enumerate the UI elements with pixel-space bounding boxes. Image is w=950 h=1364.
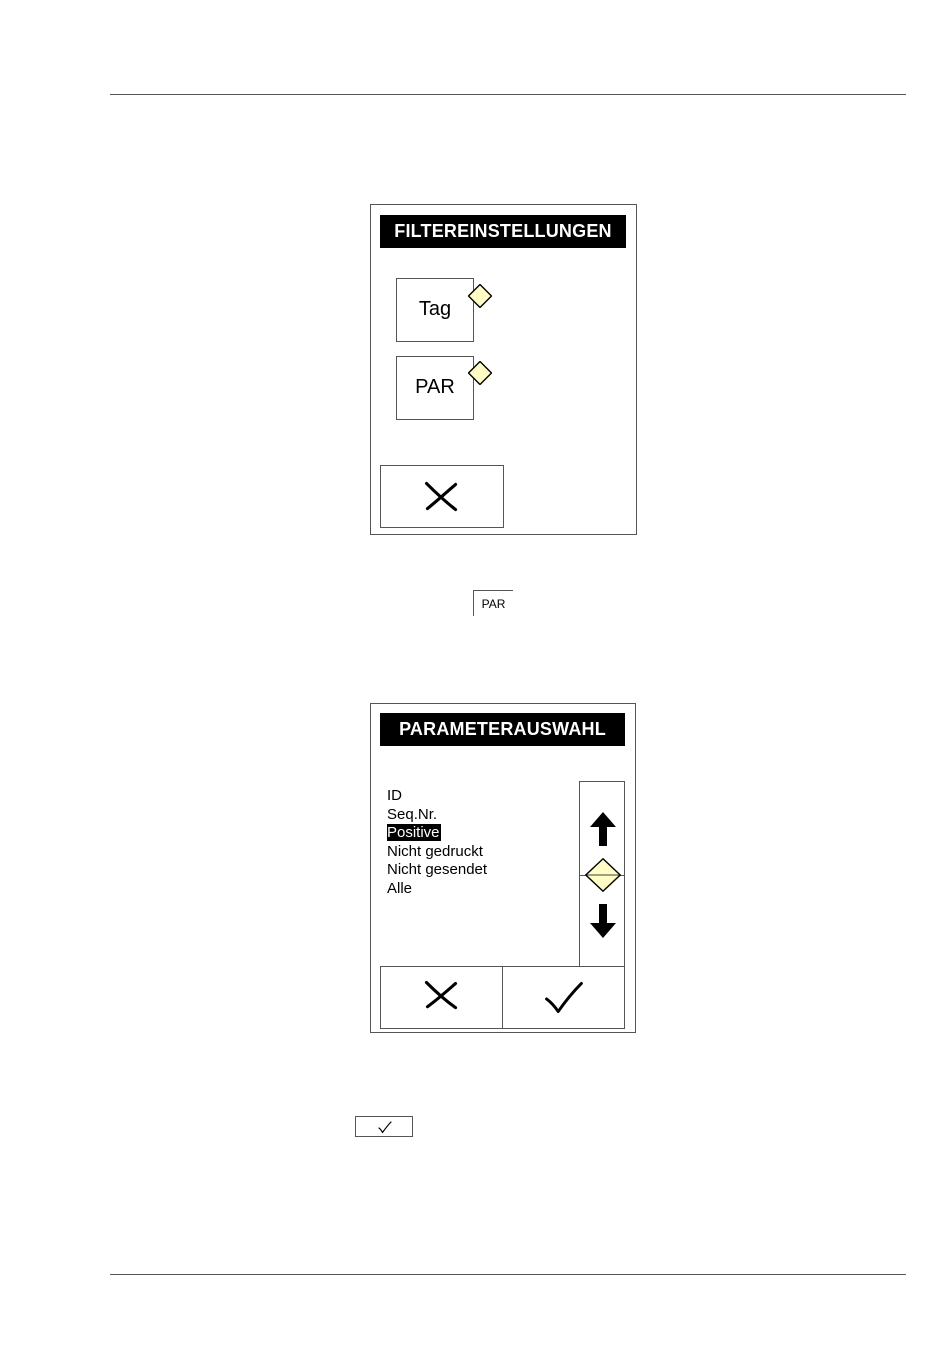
list-item[interactable]: Nicht gedruckt (387, 842, 483, 860)
confirm-button[interactable] (502, 966, 625, 1029)
filter-settings-screen (370, 204, 637, 535)
cancel-button[interactable] (380, 465, 504, 528)
list-item[interactable]: Nicht gesendet (387, 861, 488, 879)
par-button-label: PAR (415, 376, 455, 398)
header-rule (110, 94, 906, 95)
parameter-list (387, 787, 488, 899)
arrow-up-icon[interactable] (588, 810, 618, 848)
tag-button[interactable] (396, 278, 474, 342)
inline-confirm-button-reference (355, 1116, 413, 1137)
list-item[interactable]: ID (387, 787, 402, 804)
diamond-icon (468, 361, 492, 385)
cross-icon (381, 967, 502, 1028)
cross-icon (381, 466, 503, 527)
parameter-selection-title: PARAMETERAUSWAHL (380, 713, 625, 746)
list-item[interactable]: Seq.Nr. (387, 805, 438, 823)
tag-button-label: Tag (418, 298, 452, 320)
scrollbar[interactable] (579, 781, 625, 968)
parameter-selection-screen (370, 703, 636, 1033)
arrow-down-icon[interactable] (588, 902, 618, 940)
par-button[interactable] (396, 356, 474, 420)
footer-rule (110, 1274, 906, 1275)
filter-settings-title: FILTEREINSTELLUNGEN (380, 215, 626, 248)
inline-par-button-reference: PAR (473, 590, 513, 616)
list-item[interactable]: Alle (387, 879, 413, 897)
cancel-button[interactable] (380, 966, 503, 1029)
diamond-icon (468, 284, 492, 308)
diamond-icon (585, 858, 621, 892)
checkmark-icon (503, 967, 624, 1028)
list-item-selected[interactable]: Positive (387, 824, 440, 842)
checkmark-icon (356, 1117, 414, 1138)
